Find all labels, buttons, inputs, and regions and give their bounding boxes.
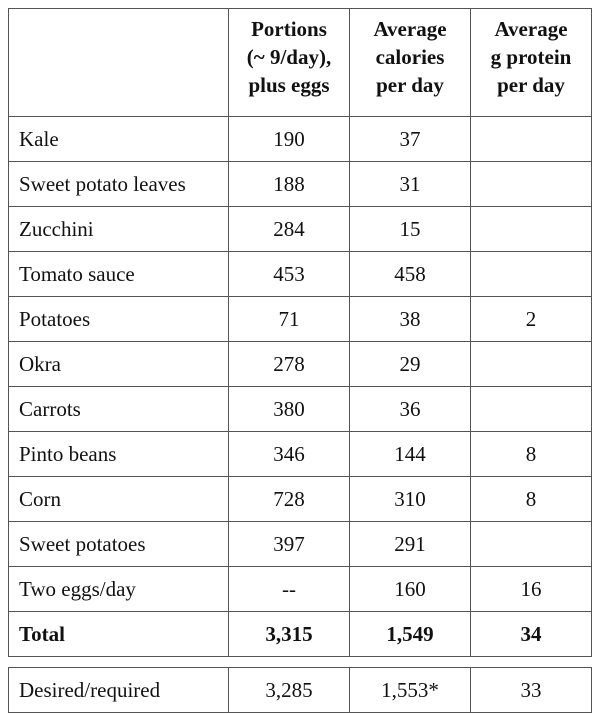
header-line: per day bbox=[497, 73, 565, 97]
food-label: Sweet potato leaves bbox=[9, 162, 229, 207]
protein-cell bbox=[471, 522, 592, 567]
table-row bbox=[9, 432, 592, 477]
calories-cell: 310 bbox=[350, 477, 471, 522]
food-label: Corn bbox=[9, 477, 229, 522]
header-protein bbox=[471, 9, 592, 117]
calories-cell: 37 bbox=[350, 117, 471, 162]
spacer-cell bbox=[229, 657, 350, 668]
total-protein: 34 bbox=[471, 612, 592, 657]
calories-cell: 160 bbox=[350, 567, 471, 612]
header-line: Average bbox=[494, 17, 568, 41]
desired-row bbox=[9, 668, 592, 713]
portions-cell: 453 bbox=[229, 252, 350, 297]
portions-cell: 284 bbox=[229, 207, 350, 252]
header-line: g protein bbox=[490, 45, 572, 69]
spacer-cell bbox=[471, 657, 592, 668]
table-row bbox=[9, 207, 592, 252]
spacer-cell bbox=[9, 657, 229, 668]
food-label: Kale bbox=[9, 117, 229, 162]
portions-cell: 380 bbox=[229, 387, 350, 432]
header-portions bbox=[229, 9, 350, 117]
protein-cell: 8 bbox=[471, 432, 592, 477]
table-row bbox=[9, 297, 592, 342]
header-row bbox=[9, 9, 592, 117]
table-row bbox=[9, 477, 592, 522]
protein-cell: 2 bbox=[471, 297, 592, 342]
portions-cell: 728 bbox=[229, 477, 350, 522]
header-line: Average bbox=[373, 17, 447, 41]
food-label: Potatoes bbox=[9, 297, 229, 342]
portions-cell: 278 bbox=[229, 342, 350, 387]
table-row bbox=[9, 387, 592, 432]
header-line: calories bbox=[375, 45, 445, 69]
desired-portions: 3,285 bbox=[229, 668, 350, 713]
table-row bbox=[9, 162, 592, 207]
portions-cell: 188 bbox=[229, 162, 350, 207]
calories-cell: 15 bbox=[350, 207, 471, 252]
food-label: Sweet potatoes bbox=[9, 522, 229, 567]
protein-cell bbox=[471, 117, 592, 162]
table-row bbox=[9, 342, 592, 387]
header-line: (~ 9/day), bbox=[246, 45, 332, 69]
portions-cell: 71 bbox=[229, 297, 350, 342]
total-calories: 1,549 bbox=[350, 612, 471, 657]
protein-cell bbox=[471, 252, 592, 297]
protein-cell: 16 bbox=[471, 567, 592, 612]
table-row bbox=[9, 522, 592, 567]
desired-label: Desired/required bbox=[9, 668, 229, 713]
food-label: Tomato sauce bbox=[9, 252, 229, 297]
food-label: Two eggs/day bbox=[9, 567, 229, 612]
calories-cell: 29 bbox=[350, 342, 471, 387]
protein-cell bbox=[471, 387, 592, 432]
portions-cell: 190 bbox=[229, 117, 350, 162]
total-label: Total bbox=[9, 612, 229, 657]
table-row bbox=[9, 567, 592, 612]
calories-cell: 31 bbox=[350, 162, 471, 207]
calories-cell: 458 bbox=[350, 252, 471, 297]
total-row bbox=[9, 612, 592, 657]
desired-protein: 33 bbox=[471, 668, 592, 713]
total-portions: 3,315 bbox=[229, 612, 350, 657]
portions-cell: 397 bbox=[229, 522, 350, 567]
protein-cell bbox=[471, 342, 592, 387]
protein-cell: 8 bbox=[471, 477, 592, 522]
header-line: Portions bbox=[251, 17, 327, 41]
food-label: Okra bbox=[9, 342, 229, 387]
nutrition-table bbox=[8, 8, 592, 713]
calories-cell: 291 bbox=[350, 522, 471, 567]
spacer-cell bbox=[350, 657, 471, 668]
portions-cell: -- bbox=[229, 567, 350, 612]
spacer-row bbox=[9, 657, 592, 668]
portions-cell: 346 bbox=[229, 432, 350, 477]
table-row bbox=[9, 117, 592, 162]
desired-calories: 1,553* bbox=[350, 668, 471, 713]
header-calories bbox=[350, 9, 471, 117]
table-row bbox=[9, 252, 592, 297]
calories-cell: 38 bbox=[350, 297, 471, 342]
header-line: per day bbox=[376, 73, 444, 97]
food-label: Zucchini bbox=[9, 207, 229, 252]
calories-cell: 144 bbox=[350, 432, 471, 477]
protein-cell bbox=[471, 162, 592, 207]
protein-cell bbox=[471, 207, 592, 252]
calories-cell: 36 bbox=[350, 387, 471, 432]
food-label: Pinto beans bbox=[9, 432, 229, 477]
header-line: plus eggs bbox=[248, 73, 330, 97]
header-empty-cell bbox=[9, 9, 229, 117]
food-label: Carrots bbox=[9, 387, 229, 432]
